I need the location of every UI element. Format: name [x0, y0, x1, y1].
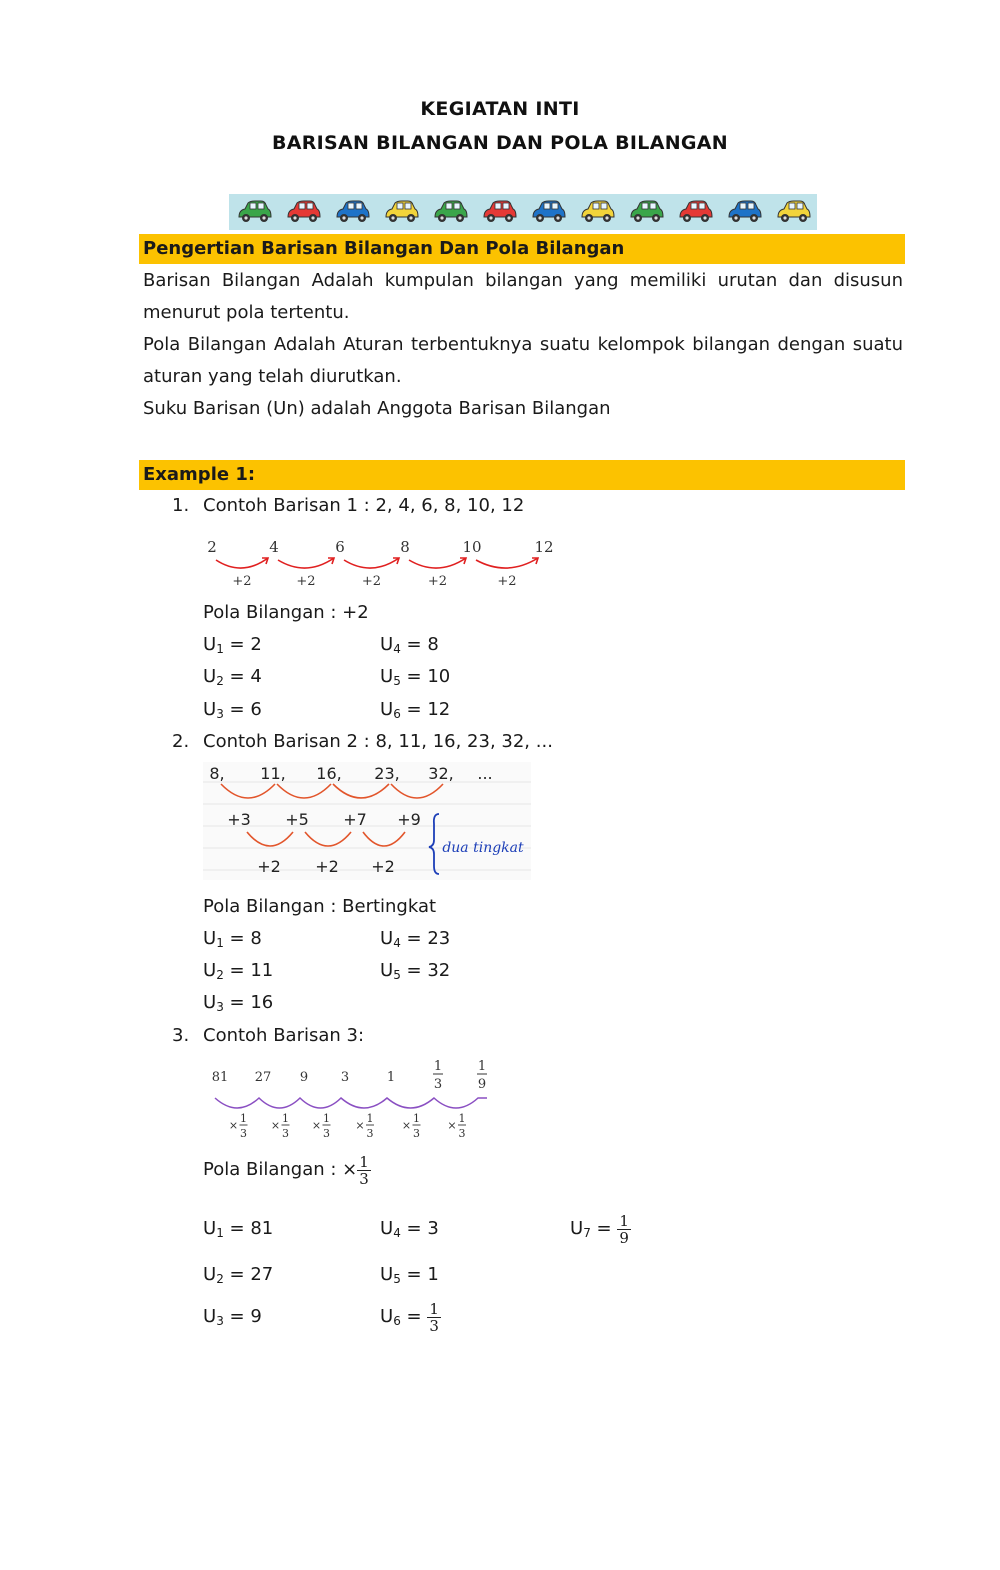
step-numerator: 1	[458, 1112, 466, 1125]
sequence-number: 10	[462, 538, 482, 556]
sequence-number: 3	[340, 1070, 350, 1085]
first-level-step: +5	[285, 810, 309, 829]
car-icon	[529, 199, 567, 225]
sequence-number: 1	[386, 1070, 396, 1085]
step-label: +2	[427, 574, 448, 589]
sequence-number: 2	[207, 538, 217, 556]
example2-title: Contoh Barisan 2 : 8, 11, 16, 23, 32, ...	[203, 731, 553, 752]
car-banner	[229, 194, 817, 230]
example3-u5: $U_5 = 1$	[380, 1264, 439, 1286]
example3-u7: $U_7$ = $\frac{1}{9}$	[570, 1211, 629, 1247]
times-sign: ×	[228, 1119, 239, 1132]
step-arc	[344, 558, 399, 568]
step-arcs	[215, 1098, 487, 1108]
page-title-line1: KEGIATAN INTI	[420, 98, 580, 120]
sequence-number: 6	[335, 538, 345, 556]
step-label: +2	[361, 574, 382, 589]
example1-diagram	[195, 533, 575, 593]
example3-u4: $U_4 = 3$	[380, 1218, 439, 1240]
car-icon	[382, 199, 420, 225]
sequence-number: 27	[254, 1070, 272, 1085]
step-numerator: 1	[366, 1112, 374, 1125]
example2-u1: $U_1 = 8$	[203, 928, 262, 950]
car-icon	[774, 199, 812, 225]
section-heading-definition: Pengertian Barisan Bilangan Dan Pola Bilangan	[139, 234, 905, 264]
list-number-3: 3.	[172, 1025, 190, 1046]
example3-diagram	[205, 1056, 505, 1148]
sequence-number: 81	[211, 1070, 229, 1085]
list-number-1: 1.	[172, 495, 190, 516]
fraction-one-ninth-denominator: 9	[477, 1077, 487, 1092]
example1-title: Contoh Barisan 1 : 2, 4, 6, 8, 10, 12	[203, 495, 525, 516]
first-level-step: +3	[227, 810, 251, 829]
car-icon	[235, 199, 273, 225]
example3-u3: $U_3 = 9$	[203, 1306, 262, 1328]
step-arc	[278, 558, 334, 568]
step-denominator: 3	[323, 1127, 330, 1140]
example1-u1: $U_1 = 2$	[203, 634, 262, 656]
handwritten-number: 8,	[209, 764, 225, 783]
handwritten-number: 32,	[428, 764, 454, 783]
sequence-number: 9	[299, 1070, 309, 1085]
list-number-2: 2.	[172, 731, 190, 752]
car-icon	[725, 199, 763, 225]
step-numerator: 1	[282, 1112, 289, 1125]
example1-u6: $U_6 = 12$	[380, 699, 451, 721]
step-denominator: 3	[413, 1127, 420, 1140]
step-numerator: 1	[240, 1112, 247, 1125]
definition-barisan-line2: menurut pola tertentu.	[143, 302, 350, 323]
step-denominator: 3	[240, 1127, 247, 1140]
step-arc	[409, 558, 466, 568]
first-level-step: +7	[343, 810, 367, 829]
example1-u4: $U_4 = 8$	[380, 634, 439, 656]
times-sign: ×	[447, 1119, 457, 1132]
example3-u2: $U_2 = 27$	[203, 1264, 274, 1286]
second-level-step: +2	[371, 857, 395, 876]
first-level-step: +9	[397, 810, 421, 829]
example3-u1: $U_1 = 81$	[203, 1218, 274, 1240]
example2-pola: Pola Bilangan : Bertingkat	[203, 896, 437, 917]
section-heading-example: Example 1:	[139, 460, 905, 490]
times-sign: ×	[401, 1119, 412, 1132]
example3-u6: $U_6$ = $\frac{1}{3}$	[380, 1299, 439, 1335]
car-icon	[480, 199, 518, 225]
handwritten-number: 23,	[374, 764, 400, 783]
second-level-step: +2	[257, 857, 281, 876]
example2-handwritten-diagram	[203, 762, 531, 880]
step-denominator: 3	[366, 1127, 374, 1140]
page-title-line2: BARISAN BILANGAN DAN POLA BILANGAN	[271, 132, 729, 154]
definition-barisan-line1: Barisan Bilangan Adalah kumpulan bilangan yang memiliki urutan dan disusun	[143, 270, 903, 291]
car-icon	[333, 199, 371, 225]
step-denominator: 3	[282, 1127, 289, 1140]
example1-pola: Pola Bilangan : +2	[203, 602, 369, 623]
fraction-one-third-numerator: 1	[433, 1059, 443, 1074]
step-denominator: 3	[458, 1127, 466, 1140]
handwritten-note: dua tingkat	[442, 840, 524, 856]
handwritten-number: 11,	[260, 764, 286, 783]
sequence-number: 12	[534, 538, 554, 556]
times-sign: ×	[311, 1119, 322, 1132]
fraction-one-third-denominator: 3	[433, 1077, 443, 1092]
example1-u5: $U_5 = 10$	[380, 666, 451, 688]
step-arc	[476, 558, 538, 568]
definition-pola-line1: Pola Bilangan Adalah Aturan terbentuknya suatu kelompok bilangan dengan suatu	[143, 334, 903, 355]
step-arc	[216, 558, 268, 568]
handwritten-number: ...	[477, 764, 493, 783]
second-level-step: +2	[315, 857, 339, 876]
example1-u2: $U_2 = 4$	[203, 666, 262, 688]
definition-suku: Suku Barisan (Un) adalah Anggota Barisan Bilangan	[143, 398, 611, 419]
step-label: +2	[232, 574, 252, 589]
example3-title: Contoh Barisan 3:	[203, 1025, 365, 1046]
car-icon	[627, 199, 665, 225]
car-icon	[676, 199, 714, 225]
step-numerator: 1	[323, 1112, 330, 1125]
definition-pola-line2: aturan yang telah diurutkan.	[143, 366, 402, 387]
step-label: +2	[497, 574, 517, 589]
step-label: +2	[296, 574, 316, 589]
step-numerator: 1	[413, 1112, 420, 1125]
sequence-number: 4	[269, 538, 279, 556]
fraction-one-ninth-numerator: 1	[477, 1059, 487, 1074]
car-icon	[284, 199, 322, 225]
example2-u3: $U_3 = 16$	[203, 992, 274, 1014]
car-icon	[431, 199, 469, 225]
example2-u2: $U_2 = 11$	[203, 960, 274, 982]
handwritten-number: 16,	[316, 764, 342, 783]
example3-pola: Pola Bilangan : × $\frac{1}{3}$	[203, 1152, 369, 1188]
example2-u5: $U_5 = 32$	[380, 960, 451, 982]
car-icon	[578, 199, 616, 225]
example1-u3: $U_3 = 6$	[203, 699, 262, 721]
times-sign: ×	[355, 1119, 365, 1132]
sequence-number: 8	[400, 538, 410, 556]
example2-u4: $U_4 = 23$	[380, 928, 451, 950]
times-sign: ×	[270, 1119, 281, 1132]
